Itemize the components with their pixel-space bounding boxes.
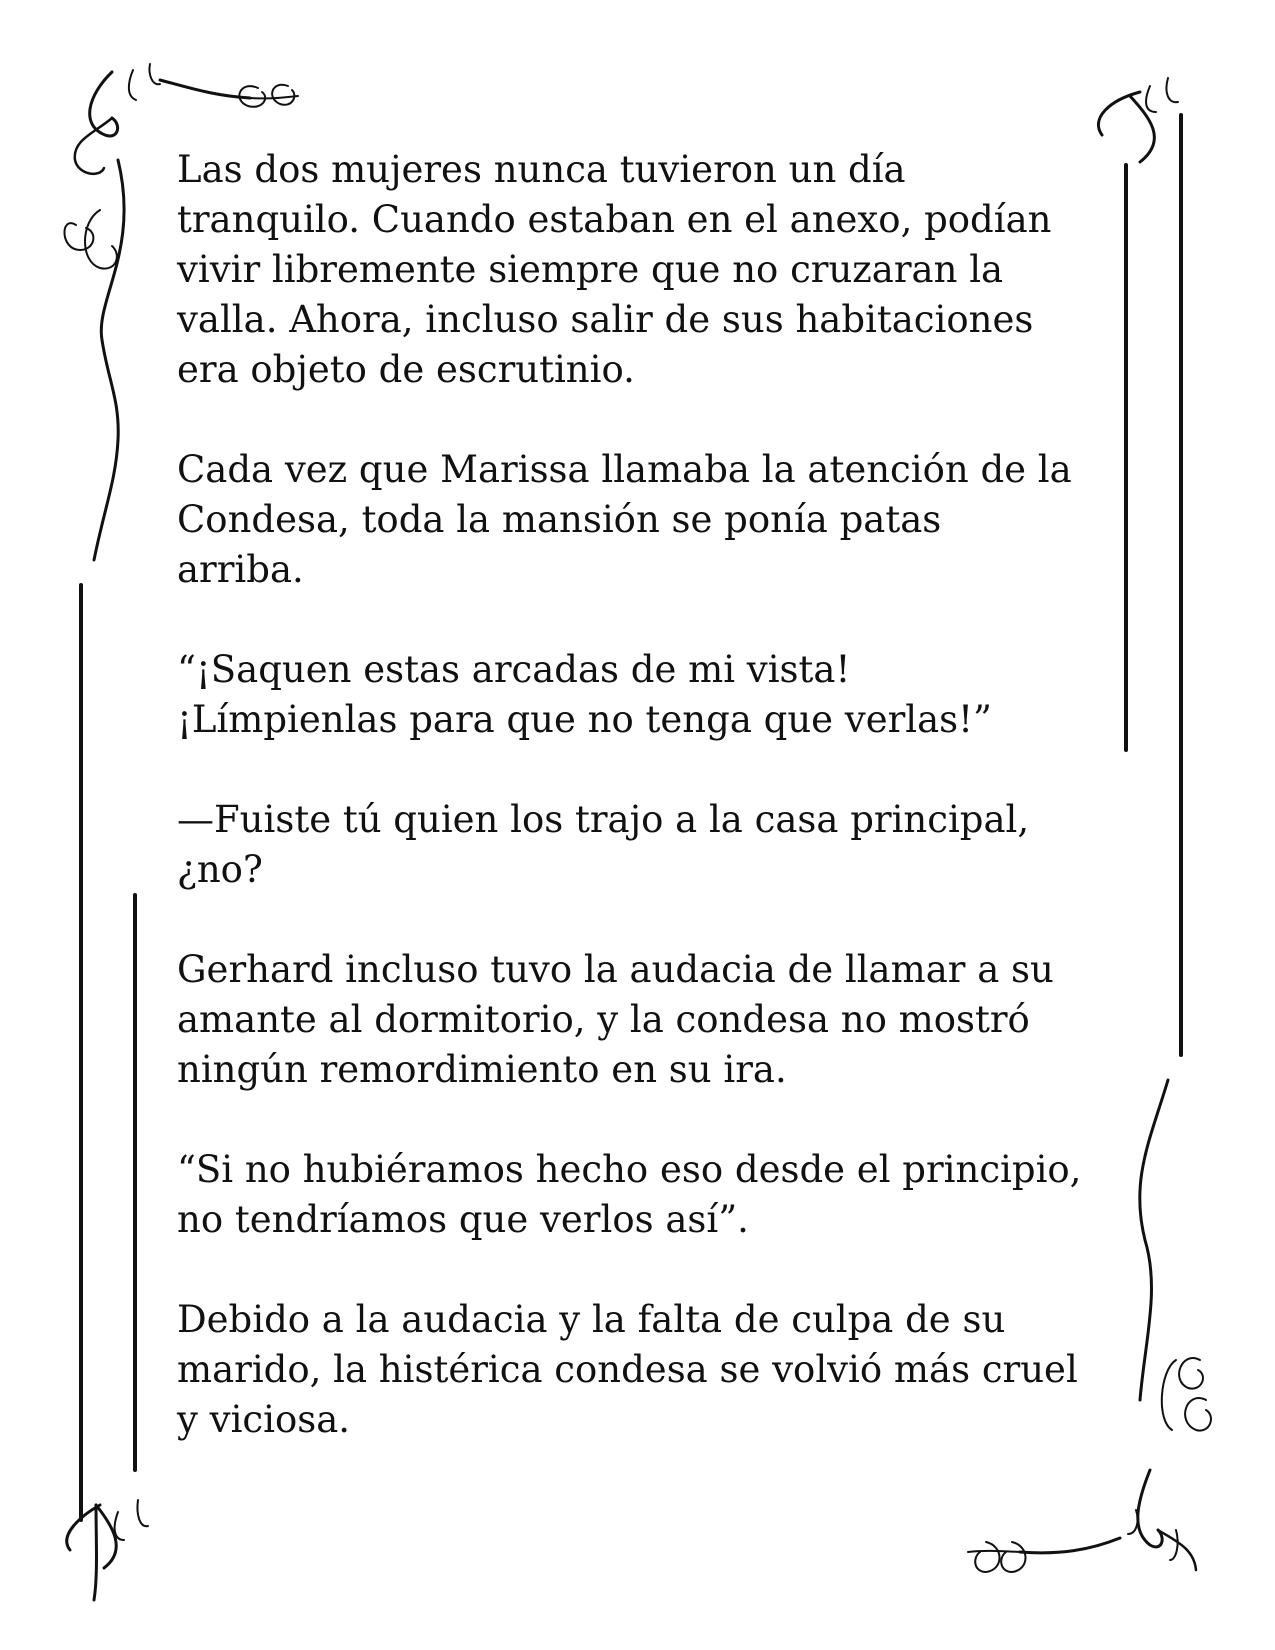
paragraph xyxy=(177,1295,1107,1445)
flourish-bottom-left xyxy=(67,1500,148,1600)
text-line: vivir libremente siempre que no cruzaran la xyxy=(177,248,1004,291)
text-line: era objeto de escrutinio. xyxy=(177,348,635,391)
paragraph xyxy=(177,445,1107,595)
text-line: valla. Ahora, incluso salir de sus habitaciones xyxy=(177,298,1034,341)
text-line: Las dos mujeres nunca tuvieron un día xyxy=(177,148,906,191)
text-line: ningún remordimiento en su ira. xyxy=(177,1048,787,1091)
flourish-top-right xyxy=(1098,78,1178,162)
text-line: ¿no? xyxy=(177,848,263,891)
text-line: Condesa, toda la mansión se ponía patas xyxy=(177,498,942,541)
text-line: Cada vez que Marissa llamaba la atención de la xyxy=(177,448,1072,491)
text-line: no tendríamos que verlos así”. xyxy=(177,1198,749,1241)
text-line: arriba. xyxy=(177,548,304,591)
text-line: Debido a la audacia y la falta de culpa de su xyxy=(177,1298,1006,1341)
text-line: marido, la histérica condesa se volvió más cruel xyxy=(177,1348,1078,1391)
text-line: “¡Saquen estas arcadas de mi vista! xyxy=(177,648,851,691)
paragraph xyxy=(177,1145,1107,1245)
text-line: amante al dormitorio, y la condesa no mostró xyxy=(177,998,1030,1041)
text-line: ¡Límpienlas para que no tenga que verlas!” xyxy=(177,698,992,741)
text-line: y viciosa. xyxy=(177,1398,351,1441)
text-line: Gerhard incluso tuvo la audacia de llamar a su xyxy=(177,948,1054,991)
body-text xyxy=(177,145,1107,1445)
text-line: “Si no hubiéramos hecho eso desde el principio, xyxy=(177,1148,1082,1191)
text-line: —Fuiste tú quien los trajo a la casa principal, xyxy=(177,798,1030,841)
paragraph xyxy=(177,145,1107,395)
paragraph xyxy=(177,795,1107,895)
paragraph xyxy=(177,645,1107,745)
paragraph xyxy=(177,945,1107,1095)
text-line: tranquilo. Cuando estaban en el anexo, podían xyxy=(177,198,1052,241)
